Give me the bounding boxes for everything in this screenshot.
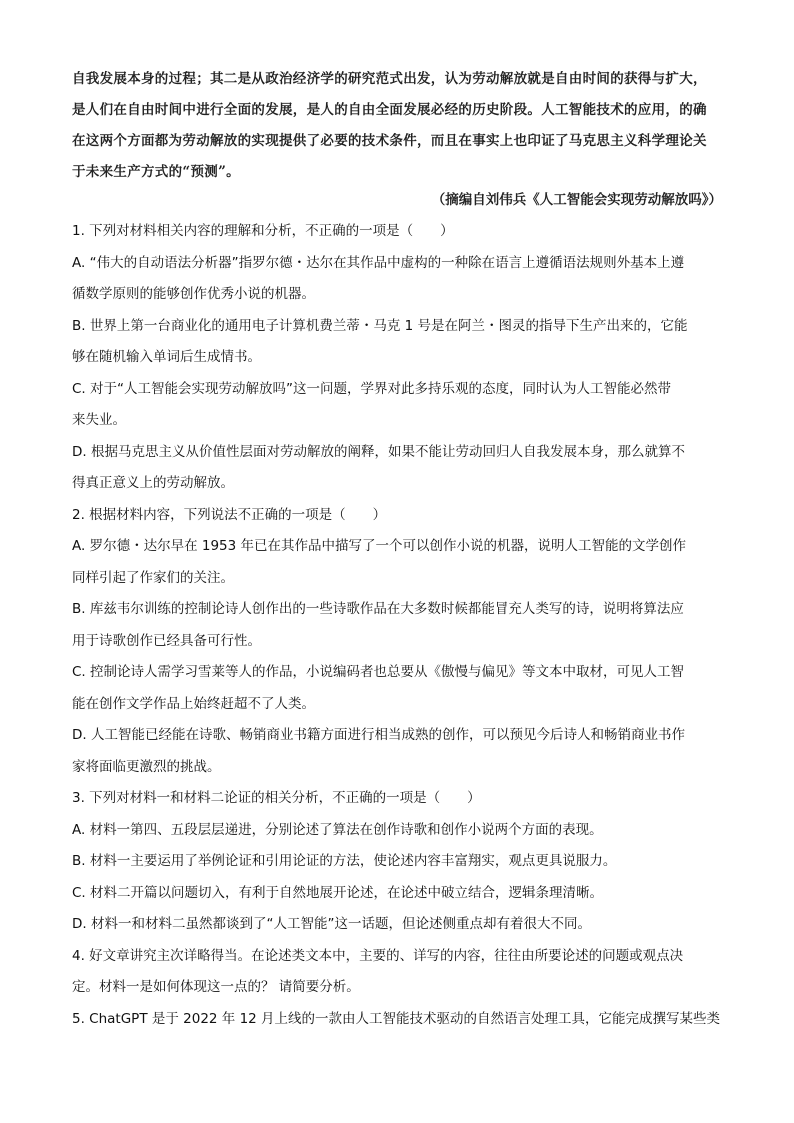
- question-1-option-d: D. 根据马克思主义从价值性层面对劳动解放的阐释，如果不能让劳动回归人自我发展本身，那么就算不: [72, 443, 685, 460]
- question-2-option-c: C. 控制论诗人需学习雪莱等人的作品，小说编码者也总要从《傲慢与偏见》等文本中取材，可见人工智: [72, 664, 685, 680]
- question-2-option-b: B. 库兹韦尔训练的控制论诗人创作出的一些诗歌作品在大多数时候都能冒充人类写的诗，说明将算法应: [72, 601, 684, 617]
- question-2-option-c-cont: 能在创作文学作品上始终赶超不了人类。: [72, 695, 315, 712]
- question-list: [72, 216, 722, 1035]
- material-line: 自我发展本身的过程；其二是从政治经济学的研究范式出发，认为劳动解放就是自由时间的获得与扩大，: [72, 71, 707, 87]
- question-3-option-b: B. 材料一主要运用了举例论证和引用论证的方法，使论述内容丰富翔实，观点更具说服力。: [72, 853, 617, 869]
- question-2-option-d-cont: 家将面临更激烈的挑战。: [72, 758, 221, 775]
- question-3-option-d: D. 材料一和材料二虽然都谈到了“人工智能”这一话题，但论述侧重点却有着很大不同。: [72, 916, 591, 932]
- question-5-stem: 5. ChatGPT 是于 2022 年 12 月上线的一款由人工智能技术驱动的自然语言处理工具，它能完成撰写某些类: [72, 1010, 721, 1027]
- question-1-stem: 1. 下列对材料相关内容的理解和分析，不正确的一项是（ ）: [72, 223, 454, 239]
- question-2-option-a: A. 罗尔德・达尔早在 1953 年已在其作品中描写了一个可以创作小说的机器，说明人工智能的文学创作: [72, 538, 687, 554]
- question-2-option-d: D. 人工智能已经能在诗歌、畅销商业书籍方面进行相当成熟的创作，可以预见今后诗人和畅销商业书作: [72, 727, 685, 743]
- material-line: 于未来生产方式的“预测”。: [72, 164, 240, 180]
- question-4-stem: 4. 好文章讲究主次详略得当。在论述类文本中，主要的、详写的内容，往往由所要论述的问题或观点决: [72, 947, 684, 964]
- question-3-option-a: A. 材料一第四、五段层层递进，分别论述了算法在创作诗歌和创作小说两个方面的表现。: [72, 821, 603, 838]
- question-1-option-b-cont: 够在随机输入单词后生成情书。: [72, 349, 261, 365]
- material-line: 是人们在自由时间中进行全面的发展，是人的自由全面发展必经的历史阶段。人工智能技术的应用，的确: [72, 102, 707, 118]
- question-1-option-c-cont: 来失业。: [72, 412, 126, 428]
- question-4-stem-cont: 定。材料一是如何体现这一点的？ 请简要分析。: [72, 979, 360, 995]
- material-passage: [72, 64, 722, 188]
- material-source: （摘编自刘伟兵《人工智能会实现劳动解放吗》）: [431, 192, 722, 208]
- question-3-option-c: C. 材料二开篇以问题切入，有利于自然地展开论述，在论述中破立结合，逻辑条理清晰。: [72, 884, 604, 901]
- question-1-option-a: A. “伟大的自动语法分析器”指罗尔德・达尔在其作品中虚构的一种除在语言上遵循语法规则外基本上遵: [72, 254, 685, 271]
- question-3-stem: 3. 下列对材料一和材料二论证的相关分析，不正确的一项是（ ）: [72, 790, 481, 806]
- question-1-option-a-cont: 循数学原则的能够创作优秀小说的机器。: [72, 286, 315, 302]
- question-1-option-c: C. 对于“人工智能会实现劳动解放吗”这一问题，学界对此多持乐观的态度，同时认为人工智能必然带: [72, 380, 671, 397]
- material-line: 在这两个方面都为劳动解放的实现提供了必要的技术条件，而且在事实上也印证了马克思主义科学理论关: [72, 133, 707, 149]
- question-2-option-b-cont: 用于诗歌创作已经具备可行性。: [72, 632, 261, 649]
- question-1-option-d-cont: 得真正意义上的劳动解放。: [72, 475, 234, 491]
- question-2-option-a-cont: 同样引起了作家们的关注。: [72, 569, 234, 586]
- question-1-option-b: B. 世界上第一台商业化的通用电子计算机费兰蒂・马克 1 号是在阿兰・图灵的指导下生产出来的，它能: [72, 317, 688, 334]
- question-2-stem: 2. 根据材料内容，下列说法不正确的一项是（ ）: [72, 506, 387, 523]
